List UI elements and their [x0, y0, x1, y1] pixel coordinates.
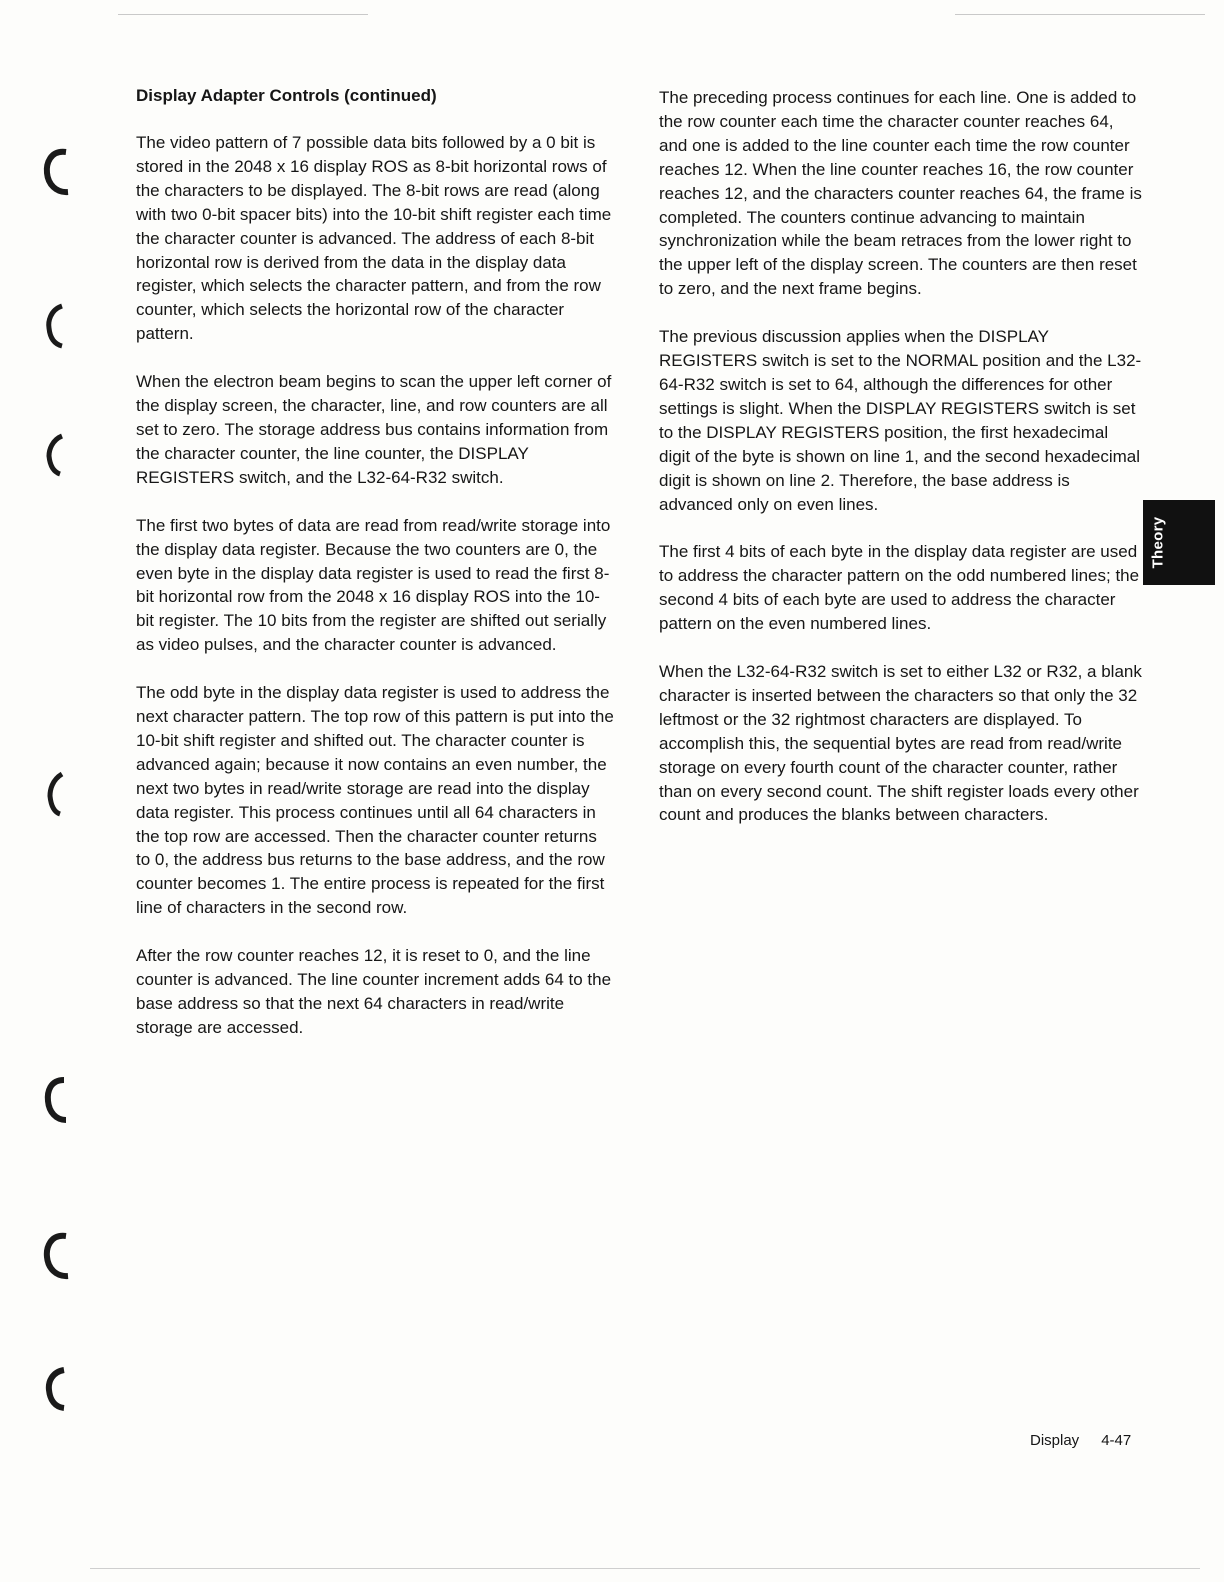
binder-hole-icon	[42, 768, 78, 820]
page-footer	[1030, 1432, 1131, 1449]
page-number: 4-47	[1101, 1432, 1132, 1449]
right-paragraph-3: The first 4 bits of each byte in the display data register are used to address the character pattern on the odd numbered lines; the second 4 bits of each byte are used to address the character pattern on the even numbered lines.	[659, 542, 1140, 634]
left-column	[136, 84, 614, 1064]
top-scan-rule-left	[118, 14, 368, 15]
left-paragraph-5: After the row counter reaches 12, it is reset to 0, and the line counter is advanced. The line counter increment adds 64 to the base address so that the next 64 characters in read/write storage are accessed.	[136, 946, 612, 1037]
binder-hole-icon	[42, 1230, 78, 1282]
section-heading: Display Adapter Controls (continued)	[136, 86, 437, 105]
left-paragraph-3: The first two bytes of data are read from read/write storage into the display data register. Because the two counters are 0, the even byte in the display data register is used to read the first 8-bit horizontal row from the 2048 x 16 display ROS into the 10-bit register. The 10 bits from the register are shifted out serially as video pulses, and the character counter is advanced.	[136, 515, 611, 655]
right-paragraph-1: The preceding process continues for each line. One is added to the row counter each time the character counter reaches 64, and one is added to the line counter each time the row counter reaches 12. When the line counter reaches 16, the row counter reaches 12, and the characters counter reaches 64, the frame is completed. The counters continue advancing to maintain synchronization while the beam retraces from the lower right to the upper left of the display screen. The counters are then reset to zero, and the next frame begins.	[659, 88, 1142, 299]
binder-hole-icon	[42, 1362, 78, 1414]
theory-tab-text: Theory	[1149, 516, 1167, 569]
right-column	[659, 84, 1143, 851]
left-paragraph-1: The video pattern of 7 possible data bits followed by a 0 bit is stored in the 2048 x 16 display ROS as 8-bit horizontal rows of the characters to be displayed. The 8-bit rows are read (along with two 0-bit spacer bits) into the 10-bit shift register each time the character counter is advanced. The address of each 8-bit horizontal row is derived from the data in the display data register, which selects the character pattern, and from the row counter, which selects the horizontal row of the character pattern.	[136, 133, 612, 344]
left-paragraph-4: The odd byte in the display data register is used to address the next character pattern. The top row of this pattern is put into the 10-bit shift register and shifted out. The character counter is advanced again; because it now contains an even number, the next two bytes in read/write storage are read into the display data register. This process continues until all 64 characters in the top row are accessed. Then the character counter returns to 0, the address bus returns to the base address, and the row counter becomes 1. The entire process is repeated for the first line of characters in the second row.	[136, 683, 614, 918]
theory-side-tab	[1143, 500, 1215, 585]
left-paragraph-2: When the electron beam begins to scan the upper left corner of the display screen, the character, line, and row counters are all set to zero. The storage address bus contains information from the character counter, the line counter, the DISPLAY REGISTERS switch, and the L32-64-R32 switch.	[136, 372, 612, 487]
binder-hole-icon	[42, 300, 78, 352]
right-paragraph-2: The previous discussion applies when the DISPLAY REGISTERS switch is set to the NORMAL position and the L32-64-R32 switch is set to 64, although the differences for other settings is slight. When the DISPLAY REGISTERS switch is set to the DISPLAY REGISTERS position, the first hexadecimal digit of the byte is shown on line 1, and the second hexadecimal digit is shown on line 2. Therefore, the base address is advanced only on even lines.	[659, 327, 1142, 514]
binder-hole-icon	[42, 146, 78, 198]
footer-section-name: Display	[1030, 1432, 1080, 1449]
bottom-scan-rule	[90, 1568, 1200, 1569]
binder-hole-icon	[42, 1074, 78, 1126]
binder-hole-icon	[42, 428, 78, 480]
top-scan-rule-right	[955, 14, 1205, 15]
right-paragraph-4: When the L32-64-R32 switch is set to either L32 or R32, a blank character is inserted between the characters so that only the 32 leftmost or the 32 rightmost characters are displayed. To accomplish this, the sequential bytes are read from read/write storage on every fourth count of the character counter, rather than on every second count. The shift register loads every other count and produces the blanks between characters.	[659, 662, 1142, 825]
theory-tab-label	[1143, 500, 1173, 585]
